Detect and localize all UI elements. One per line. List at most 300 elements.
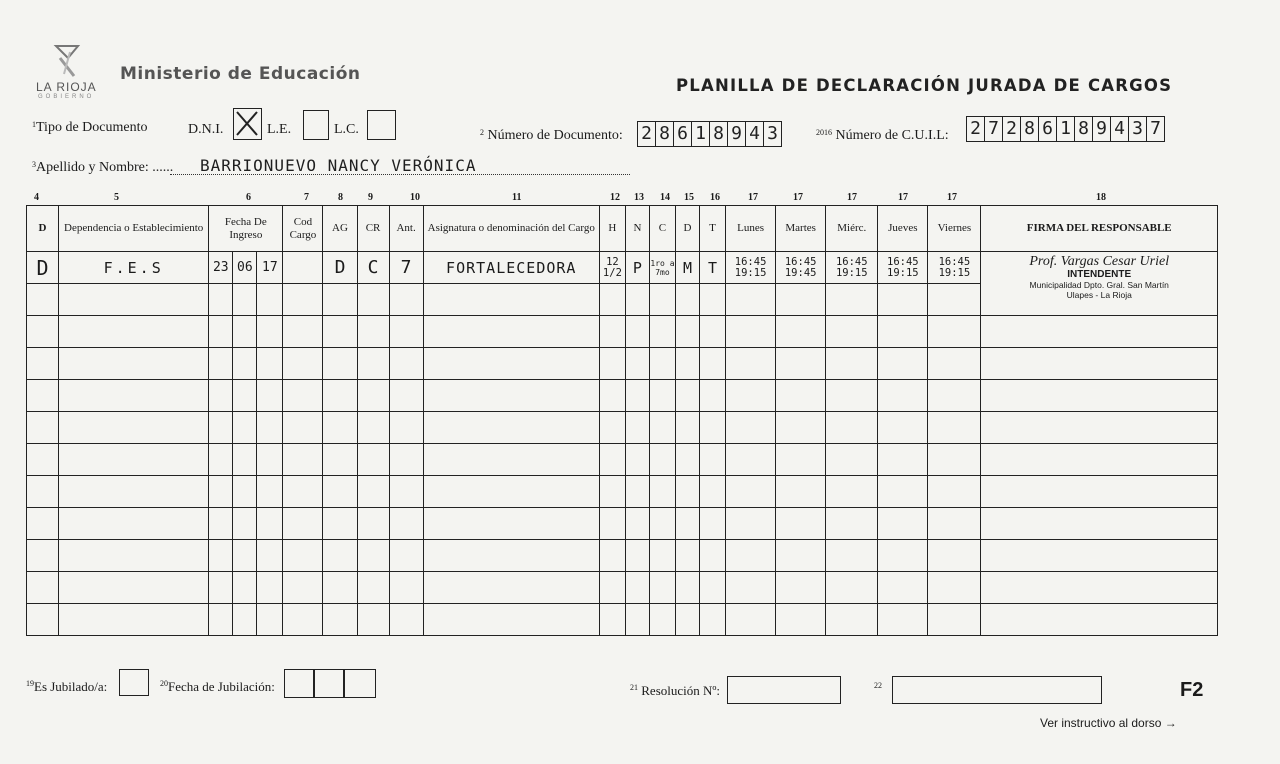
empty-cell[interactable] bbox=[700, 412, 726, 444]
empty-cell[interactable] bbox=[599, 476, 625, 508]
fecha-jubilacion-box-1[interactable] bbox=[284, 669, 314, 698]
empty-cell[interactable] bbox=[700, 604, 726, 636]
empty-cell[interactable] bbox=[59, 476, 209, 508]
empty-cell[interactable] bbox=[649, 348, 675, 380]
empty-cell[interactable] bbox=[27, 412, 59, 444]
empty-cell[interactable] bbox=[599, 380, 625, 412]
cell-dependencia[interactable]: F.E.S bbox=[59, 252, 209, 284]
jubilado-label: $^{19}$Es Jubilado/a: bbox=[26, 679, 108, 694]
empty-cell[interactable] bbox=[726, 412, 776, 444]
col-lunes-header: Lunes bbox=[726, 206, 776, 252]
empty-cell[interactable] bbox=[323, 412, 357, 444]
empty-cell[interactable] bbox=[776, 540, 826, 572]
empty-cell[interactable] bbox=[826, 572, 878, 604]
cell-t[interactable]: T bbox=[700, 252, 726, 284]
empty-cell[interactable] bbox=[625, 476, 649, 508]
empty-cell[interactable] bbox=[27, 572, 59, 604]
name-value[interactable]: BARRIONUEVO NANCY VERÓNICA bbox=[200, 156, 477, 175]
resolucion-field[interactable] bbox=[727, 676, 841, 704]
empty-cell[interactable] bbox=[981, 540, 1218, 572]
empty-cell[interactable] bbox=[323, 540, 357, 572]
empty-cell[interactable] bbox=[209, 284, 233, 316]
digit-cell: 6 bbox=[1039, 117, 1057, 141]
empty-cell[interactable] bbox=[209, 572, 233, 604]
table-row bbox=[27, 572, 1218, 604]
empty-cell[interactable] bbox=[776, 444, 826, 476]
empty-cell[interactable] bbox=[981, 604, 1218, 636]
empty-cell[interactable] bbox=[209, 444, 233, 476]
empty-cell[interactable] bbox=[423, 412, 599, 444]
digit-cell: 7 bbox=[985, 117, 1003, 141]
empty-cell[interactable] bbox=[700, 316, 726, 348]
empty-cell[interactable] bbox=[209, 380, 233, 412]
digit-cell: 6 bbox=[674, 122, 692, 146]
empty-cell[interactable] bbox=[599, 540, 625, 572]
empty-cell[interactable] bbox=[726, 540, 776, 572]
empty-cell[interactable] bbox=[649, 476, 675, 508]
empty-cell[interactable] bbox=[323, 380, 357, 412]
empty-cell[interactable] bbox=[423, 316, 599, 348]
empty-cell[interactable] bbox=[323, 444, 357, 476]
lc-label: L.C. bbox=[334, 122, 359, 137]
empty-cell[interactable] bbox=[981, 316, 1218, 348]
empty-cell[interactable] bbox=[726, 444, 776, 476]
empty-cell[interactable] bbox=[357, 572, 389, 604]
col-firma-header: FIRMA DEL RESPONSABLE bbox=[981, 206, 1218, 252]
cell-cr[interactable]: C bbox=[357, 252, 389, 284]
empty-cell[interactable] bbox=[649, 604, 675, 636]
empty-cell[interactable] bbox=[599, 604, 625, 636]
empty-cell[interactable] bbox=[233, 380, 257, 412]
empty-cell[interactable] bbox=[323, 476, 357, 508]
empty-cell[interactable] bbox=[257, 540, 283, 572]
empty-cell[interactable] bbox=[826, 284, 878, 316]
check-mark-icon bbox=[234, 109, 260, 138]
empty-cell[interactable] bbox=[878, 604, 928, 636]
empty-cell[interactable] bbox=[283, 284, 323, 316]
empty-cell[interactable] bbox=[776, 412, 826, 444]
cell-ag[interactable]: D bbox=[323, 252, 357, 284]
empty-cell[interactable] bbox=[59, 444, 209, 476]
empty-cell[interactable] bbox=[357, 348, 389, 380]
empty-cell[interactable] bbox=[389, 604, 423, 636]
fecha-jubilacion-box-2[interactable] bbox=[314, 669, 344, 698]
empty-cell[interactable] bbox=[675, 412, 699, 444]
empty-cell[interactable] bbox=[59, 572, 209, 604]
le-checkbox[interactable] bbox=[303, 110, 329, 140]
empty-cell[interactable] bbox=[389, 540, 423, 572]
empty-cell[interactable] bbox=[878, 412, 928, 444]
empty-cell[interactable] bbox=[776, 572, 826, 604]
empty-cell[interactable] bbox=[649, 380, 675, 412]
empty-cell[interactable] bbox=[423, 284, 599, 316]
empty-cell[interactable] bbox=[726, 604, 776, 636]
empty-cell[interactable] bbox=[27, 316, 59, 348]
empty-cell[interactable] bbox=[257, 284, 283, 316]
empty-cell[interactable] bbox=[357, 604, 389, 636]
empty-cell[interactable] bbox=[209, 316, 233, 348]
empty-cell[interactable] bbox=[257, 412, 283, 444]
empty-cell[interactable] bbox=[675, 508, 699, 540]
empty-cell[interactable] bbox=[283, 316, 323, 348]
empty-cell[interactable] bbox=[726, 476, 776, 508]
empty-cell[interactable] bbox=[423, 476, 599, 508]
fecha-jubilacion-box-3[interactable] bbox=[344, 669, 376, 698]
col-viernes-header: Viernes bbox=[928, 206, 981, 252]
empty-cell[interactable] bbox=[675, 380, 699, 412]
empty-cell[interactable] bbox=[878, 284, 928, 316]
empty-cell[interactable] bbox=[675, 572, 699, 604]
empty-cell[interactable] bbox=[625, 348, 649, 380]
empty-cell[interactable] bbox=[389, 284, 423, 316]
empty-cell[interactable] bbox=[826, 476, 878, 508]
empty-cell[interactable] bbox=[878, 540, 928, 572]
empty-cell[interactable] bbox=[928, 572, 981, 604]
empty-cell[interactable] bbox=[675, 476, 699, 508]
empty-cell[interactable] bbox=[776, 348, 826, 380]
column-number: 5 bbox=[114, 192, 119, 203]
digit-cell: 1 bbox=[1057, 117, 1075, 141]
empty-cell[interactable] bbox=[27, 476, 59, 508]
empty-cell[interactable] bbox=[27, 380, 59, 412]
cell-d[interactable]: D bbox=[27, 252, 59, 284]
col-ag-header: AG bbox=[323, 206, 357, 252]
empty-cell[interactable] bbox=[59, 412, 209, 444]
cell-c[interactable]: 1ro a 7mo bbox=[649, 252, 675, 284]
empty-cell[interactable] bbox=[233, 444, 257, 476]
empty-cell[interactable] bbox=[928, 316, 981, 348]
empty-cell[interactable] bbox=[625, 540, 649, 572]
empty-cell[interactable] bbox=[423, 540, 599, 572]
empty-cell[interactable] bbox=[599, 412, 625, 444]
field-22-box[interactable] bbox=[892, 676, 1102, 704]
empty-cell[interactable] bbox=[59, 508, 209, 540]
empty-cell[interactable] bbox=[700, 284, 726, 316]
table-row bbox=[27, 508, 1218, 540]
empty-cell[interactable] bbox=[599, 572, 625, 604]
column-number: 18 bbox=[1096, 192, 1106, 203]
stamp-place: Ulapes - La Rioja bbox=[1066, 290, 1132, 300]
empty-cell[interactable] bbox=[389, 348, 423, 380]
empty-cell[interactable] bbox=[878, 316, 928, 348]
empty-cell[interactable] bbox=[233, 572, 257, 604]
empty-cell[interactable] bbox=[726, 316, 776, 348]
empty-cell[interactable] bbox=[357, 316, 389, 348]
empty-cell[interactable] bbox=[599, 348, 625, 380]
empty-cell[interactable] bbox=[649, 444, 675, 476]
empty-cell[interactable] bbox=[59, 380, 209, 412]
table-row bbox=[27, 316, 1218, 348]
empty-cell[interactable] bbox=[928, 380, 981, 412]
cell-viernes[interactable]: 16:45 19:15 bbox=[928, 252, 981, 284]
empty-cell[interactable] bbox=[776, 380, 826, 412]
empty-cell[interactable] bbox=[928, 348, 981, 380]
empty-cell[interactable] bbox=[357, 412, 389, 444]
logo-subtext: GOBIERNO bbox=[38, 94, 95, 100]
empty-cell[interactable] bbox=[209, 540, 233, 572]
cell-n[interactable]: P bbox=[625, 252, 649, 284]
empty-cell[interactable] bbox=[423, 380, 599, 412]
empty-cell[interactable] bbox=[776, 284, 826, 316]
col-h-header: H bbox=[599, 206, 625, 252]
empty-cell[interactable] bbox=[233, 540, 257, 572]
empty-cell[interactable] bbox=[423, 508, 599, 540]
empty-cell[interactable] bbox=[59, 348, 209, 380]
empty-cell[interactable] bbox=[323, 604, 357, 636]
la-rioja-logo-icon bbox=[50, 44, 84, 80]
empty-cell[interactable] bbox=[625, 412, 649, 444]
empty-cell[interactable] bbox=[878, 444, 928, 476]
empty-cell[interactable] bbox=[700, 380, 726, 412]
empty-cell[interactable] bbox=[323, 316, 357, 348]
empty-cell[interactable] bbox=[59, 540, 209, 572]
empty-cell[interactable] bbox=[357, 508, 389, 540]
empty-cell[interactable] bbox=[209, 508, 233, 540]
digit-cell: 4 bbox=[746, 122, 764, 146]
empty-cell[interactable] bbox=[700, 540, 726, 572]
empty-cell[interactable] bbox=[233, 476, 257, 508]
empty-cell[interactable] bbox=[981, 476, 1218, 508]
empty-cell[interactable] bbox=[649, 316, 675, 348]
cell-martes[interactable]: 16:45 19:45 bbox=[776, 252, 826, 284]
empty-cell[interactable] bbox=[599, 508, 625, 540]
empty-cell[interactable] bbox=[357, 284, 389, 316]
empty-cell[interactable] bbox=[675, 284, 699, 316]
empty-cell[interactable] bbox=[675, 604, 699, 636]
empty-cell[interactable] bbox=[625, 284, 649, 316]
empty-cell[interactable] bbox=[928, 604, 981, 636]
empty-cell[interactable] bbox=[323, 284, 357, 316]
empty-cell[interactable] bbox=[257, 444, 283, 476]
empty-cell[interactable] bbox=[625, 604, 649, 636]
doc-number-label: $^2$ Número de Documento: bbox=[480, 128, 623, 143]
empty-cell[interactable] bbox=[283, 476, 323, 508]
empty-cell[interactable] bbox=[209, 604, 233, 636]
empty-cell[interactable] bbox=[423, 572, 599, 604]
column-number: 13 bbox=[634, 192, 644, 203]
empty-cell[interactable] bbox=[423, 604, 599, 636]
empty-cell[interactable] bbox=[257, 348, 283, 380]
cell-fecha-day[interactable]: 23 bbox=[209, 252, 233, 284]
empty-cell[interactable] bbox=[599, 316, 625, 348]
column-number: 17 bbox=[847, 192, 857, 203]
empty-cell[interactable] bbox=[700, 476, 726, 508]
cell-miercoles[interactable]: 16:45 19:15 bbox=[826, 252, 878, 284]
empty-cell[interactable] bbox=[27, 444, 59, 476]
empty-cell[interactable] bbox=[323, 348, 357, 380]
empty-cell[interactable] bbox=[625, 444, 649, 476]
cell-lunes[interactable]: 16:45 19:15 bbox=[726, 252, 776, 284]
empty-cell[interactable] bbox=[625, 380, 649, 412]
cell-h[interactable]: 12 1/2 bbox=[599, 252, 625, 284]
table-row bbox=[27, 476, 1218, 508]
empty-cell[interactable] bbox=[283, 444, 323, 476]
digit-cell: 9 bbox=[728, 122, 746, 146]
empty-cell[interactable] bbox=[981, 508, 1218, 540]
empty-cell[interactable] bbox=[675, 444, 699, 476]
empty-cell[interactable] bbox=[27, 348, 59, 380]
empty-cell[interactable] bbox=[257, 380, 283, 412]
column-number: 16 bbox=[710, 192, 720, 203]
empty-cell[interactable] bbox=[776, 476, 826, 508]
empty-cell[interactable] bbox=[700, 348, 726, 380]
empty-cell[interactable] bbox=[726, 348, 776, 380]
empty-cell[interactable] bbox=[323, 572, 357, 604]
empty-cell[interactable] bbox=[826, 508, 878, 540]
empty-cell[interactable] bbox=[59, 316, 209, 348]
dni-checkbox[interactable] bbox=[233, 108, 262, 140]
empty-cell[interactable] bbox=[389, 508, 423, 540]
col-t-header: T bbox=[700, 206, 726, 252]
empty-cell[interactable] bbox=[283, 348, 323, 380]
lc-checkbox[interactable] bbox=[367, 110, 396, 140]
empty-cell[interactable] bbox=[423, 444, 599, 476]
empty-cell[interactable] bbox=[357, 476, 389, 508]
empty-cell[interactable] bbox=[257, 508, 283, 540]
empty-cell[interactable] bbox=[625, 508, 649, 540]
empty-cell[interactable] bbox=[389, 572, 423, 604]
empty-cell[interactable] bbox=[726, 508, 776, 540]
empty-cell[interactable] bbox=[928, 412, 981, 444]
empty-cell[interactable] bbox=[27, 284, 59, 316]
empty-cell[interactable] bbox=[257, 604, 283, 636]
empty-cell[interactable] bbox=[776, 604, 826, 636]
empty-cell[interactable] bbox=[826, 316, 878, 348]
empty-cell[interactable] bbox=[928, 476, 981, 508]
empty-cell[interactable] bbox=[283, 412, 323, 444]
empty-cell[interactable] bbox=[826, 348, 878, 380]
empty-cell[interactable] bbox=[357, 444, 389, 476]
empty-cell[interactable] bbox=[700, 508, 726, 540]
empty-cell[interactable] bbox=[257, 316, 283, 348]
empty-cell[interactable] bbox=[928, 444, 981, 476]
empty-cell[interactable] bbox=[389, 380, 423, 412]
empty-cell[interactable] bbox=[981, 412, 1218, 444]
empty-cell[interactable] bbox=[726, 380, 776, 412]
jubilado-checkbox[interactable] bbox=[119, 669, 149, 696]
digit-cell: 2 bbox=[967, 117, 985, 141]
empty-cell[interactable] bbox=[700, 444, 726, 476]
cell-cod[interactable] bbox=[283, 252, 323, 284]
empty-cell[interactable] bbox=[599, 284, 625, 316]
empty-cell[interactable] bbox=[776, 316, 826, 348]
cell-asignatura[interactable]: FORTALECEDORA bbox=[423, 252, 599, 284]
empty-cell[interactable] bbox=[928, 284, 981, 316]
signature-stamp bbox=[981, 252, 1218, 316]
empty-cell[interactable] bbox=[675, 540, 699, 572]
empty-cell[interactable] bbox=[826, 412, 878, 444]
col-d-header: D bbox=[27, 206, 59, 252]
empty-cell[interactable] bbox=[283, 540, 323, 572]
digit-cell: 7 bbox=[1150, 118, 1161, 139]
empty-cell[interactable] bbox=[675, 316, 699, 348]
empty-cell[interactable] bbox=[675, 348, 699, 380]
empty-cell[interactable] bbox=[700, 572, 726, 604]
empty-cell[interactable] bbox=[323, 508, 357, 540]
empty-cell[interactable] bbox=[981, 348, 1218, 380]
empty-cell[interactable] bbox=[649, 284, 675, 316]
col-dd-header: D bbox=[675, 206, 699, 252]
empty-cell[interactable] bbox=[27, 604, 59, 636]
empty-cell[interactable] bbox=[233, 284, 257, 316]
empty-cell[interactable] bbox=[878, 348, 928, 380]
cell-jueves[interactable]: 16:45 19:15 bbox=[878, 252, 928, 284]
empty-cell[interactable] bbox=[878, 508, 928, 540]
empty-cell[interactable] bbox=[27, 540, 59, 572]
empty-cell[interactable] bbox=[233, 508, 257, 540]
digit-cell: 9 bbox=[1093, 117, 1111, 141]
empty-cell[interactable] bbox=[233, 316, 257, 348]
empty-cell[interactable] bbox=[257, 572, 283, 604]
empty-cell[interactable] bbox=[389, 316, 423, 348]
empty-cell[interactable] bbox=[209, 412, 233, 444]
empty-cell[interactable] bbox=[423, 348, 599, 380]
empty-cell[interactable] bbox=[826, 540, 878, 572]
empty-cell[interactable] bbox=[826, 604, 878, 636]
cell-fecha-year[interactable]: 17 bbox=[257, 252, 283, 284]
empty-cell[interactable] bbox=[257, 476, 283, 508]
empty-cell[interactable] bbox=[625, 316, 649, 348]
empty-cell[interactable] bbox=[649, 540, 675, 572]
empty-cell[interactable] bbox=[283, 380, 323, 412]
instructions-link[interactable]: Ver instructivo al dorso → bbox=[1040, 716, 1177, 730]
empty-cell[interactable] bbox=[233, 604, 257, 636]
empty-cell[interactable] bbox=[233, 412, 257, 444]
empty-cell[interactable] bbox=[283, 604, 323, 636]
empty-cell[interactable] bbox=[625, 572, 649, 604]
empty-cell[interactable] bbox=[649, 572, 675, 604]
empty-cell[interactable] bbox=[981, 444, 1218, 476]
doc-number-field[interactable] bbox=[637, 121, 782, 147]
le-label: L.E. bbox=[267, 122, 292, 137]
empty-cell[interactable] bbox=[928, 508, 981, 540]
empty-cell[interactable] bbox=[981, 572, 1218, 604]
cell-fecha-month[interactable]: 06 bbox=[233, 252, 257, 284]
empty-cell[interactable] bbox=[59, 284, 209, 316]
empty-cell[interactable] bbox=[389, 444, 423, 476]
empty-cell[interactable] bbox=[283, 508, 323, 540]
empty-cell[interactable] bbox=[283, 572, 323, 604]
empty-cell[interactable] bbox=[726, 284, 776, 316]
empty-cell[interactable] bbox=[209, 348, 233, 380]
empty-cell[interactable] bbox=[649, 508, 675, 540]
empty-cell[interactable] bbox=[389, 476, 423, 508]
empty-cell[interactable] bbox=[878, 380, 928, 412]
empty-cell[interactable] bbox=[389, 412, 423, 444]
empty-cell[interactable] bbox=[981, 380, 1218, 412]
empty-cell[interactable] bbox=[726, 572, 776, 604]
empty-cell[interactable] bbox=[209, 476, 233, 508]
empty-cell[interactable] bbox=[27, 508, 59, 540]
cell-ant[interactable]: 7 bbox=[389, 252, 423, 284]
table-row bbox=[27, 444, 1218, 476]
cell-dd[interactable]: M bbox=[675, 252, 699, 284]
empty-cell[interactable] bbox=[776, 508, 826, 540]
cuil-field[interactable] bbox=[966, 116, 1165, 142]
empty-cell[interactable] bbox=[357, 380, 389, 412]
empty-cell[interactable] bbox=[599, 444, 625, 476]
column-number: 7 bbox=[304, 192, 309, 203]
empty-cell[interactable] bbox=[878, 572, 928, 604]
empty-cell[interactable] bbox=[233, 348, 257, 380]
empty-cell[interactable] bbox=[357, 540, 389, 572]
empty-cell[interactable] bbox=[826, 444, 878, 476]
empty-cell[interactable] bbox=[826, 380, 878, 412]
empty-cell[interactable] bbox=[928, 540, 981, 572]
empty-cell[interactable] bbox=[878, 476, 928, 508]
empty-cell[interactable] bbox=[59, 604, 209, 636]
empty-cell[interactable] bbox=[649, 412, 675, 444]
